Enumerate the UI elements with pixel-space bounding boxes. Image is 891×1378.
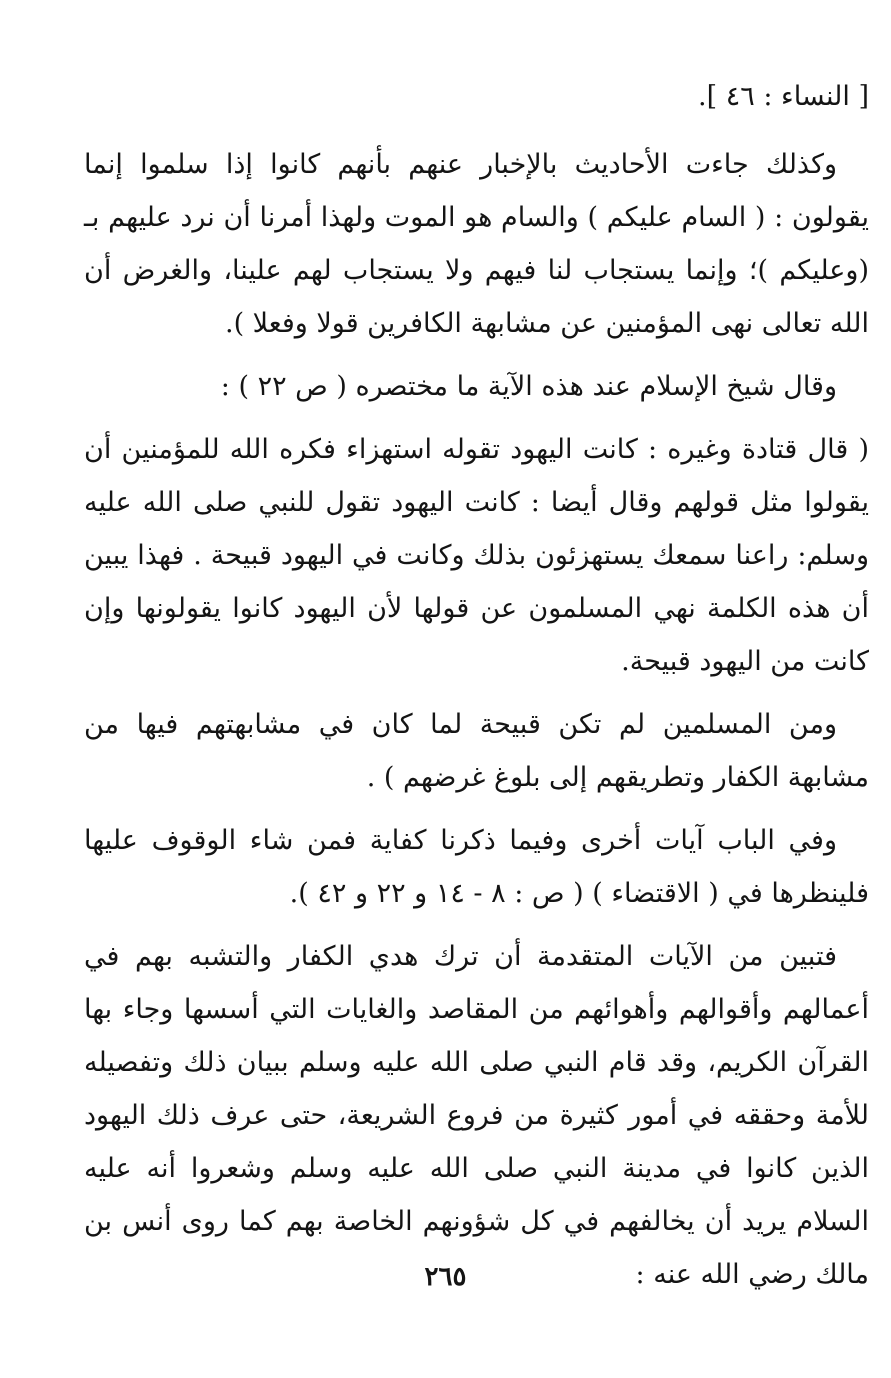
paragraph-hadith-salam: وكذلك جاءت الأحاديث بالإخبار عنهم بأنهم كانوا إذا سلموا إنما يقولون : ( السام عليكم ) والسام هو الموت ولهذا أمرنا أن نرد عليهم بـ (وعليكم )؛ وإنما يستجاب لنا فيهم ولا يستجاب لهم علينا، والغرض أن الله تعالى نهى المؤمنين عن مشابهة الكافرين قولا وفعلا ). bbox=[84, 149, 869, 339]
paragraph-muslims: ومن المسلمين لم تكن قبيحة لما كان في مشابهتهم فيها من مشابهة الكفار وتطريقهم إلى بلوغ غرضهم ) . bbox=[84, 709, 869, 793]
page-number: ٢٦٥ bbox=[424, 1262, 467, 1292]
verse-reference: [ النساء : ٤٦ ]. bbox=[698, 81, 869, 112]
paragraph-qatada-quote: ( قال قتادة وغيره : كانت اليهود تقوله استهزاء فكره الله للمؤمنين أن يقولوا مثل قولهم وقال أيضا : كانت اليهود تقول للنبي صلى الله عليه وسلم: راعنا سمعك يستهزئون بذلك وكانت في اليهود قبيحة . فهذا يبين أن هذه الكلمة نهي المسلمون عن قولها لأن اليهود كانوا يقولونها وإن كانت من اليهود قبيحة. bbox=[84, 434, 869, 677]
paragraph-shaykh-intro: وقال شيخ الإسلام عند هذه الآية ما مختصره ( ص ٢٢ ) : bbox=[220, 371, 837, 402]
page-body bbox=[84, 70, 869, 1318]
paragraph-conclusion: فتبين من الآيات المتقدمة أن ترك هدي الكفار والتشبه بهم في أعمالهم وأقوالهم وأهوائهم من المقاصد والغايات التي أسسها وجاء بها القرآن الكريم، وقد قام النبي صلى الله عليه وسلم ببيان ذلك وتفصيله للأمة وحققه في أمور كثيرة من فروع الشريعة، حتى عرف ذلك اليهود الذين كانوا في مدينة النبي صلى الله عليه وسلم وشعروا أنه عليه السلام يريد أن يخالفهم في كل شؤونهم الخاصة بهم كما روى أنس بن مالك رضي الله عنه : bbox=[84, 941, 869, 1290]
paragraph-other-verses: وفي الباب آيات أخرى وفيما ذكرنا كفاية فمن شاء الوقوف عليها فلينظرها في ( الاقتضاء ) ( ص : ٨ - ١٤ و ٢٢ و ٤٢ ). bbox=[84, 825, 869, 909]
